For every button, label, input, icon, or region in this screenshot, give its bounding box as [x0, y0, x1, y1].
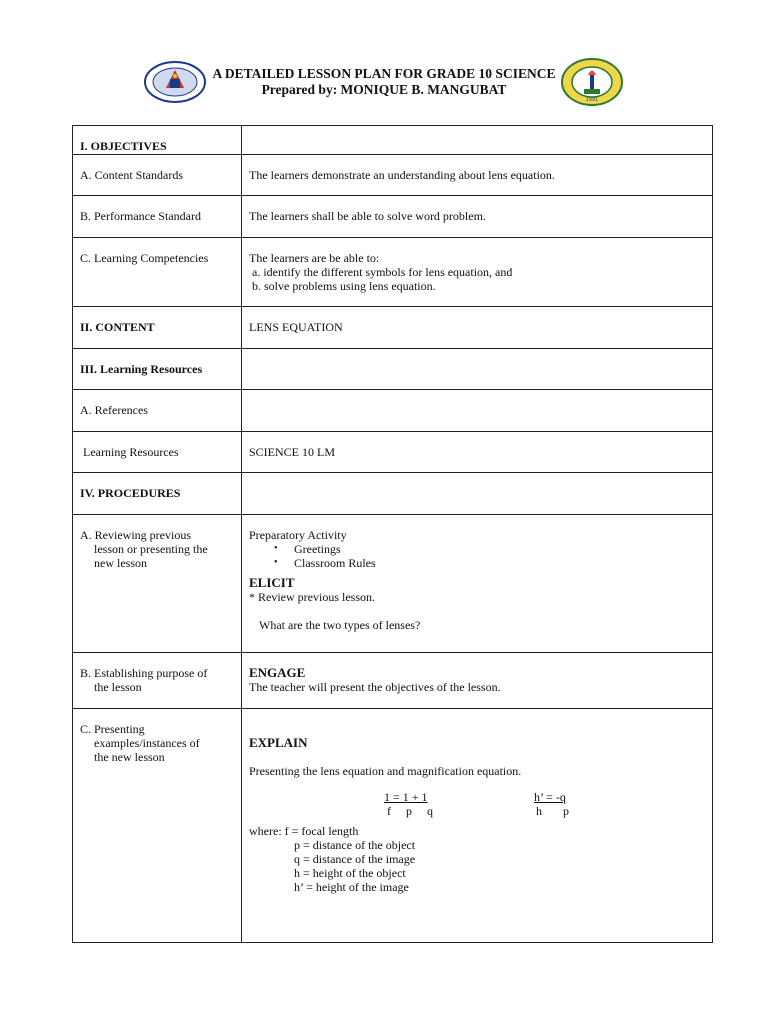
equations: [249, 790, 706, 820]
preparatory-activity: Preparatory Activity: [249, 528, 347, 542]
procedure-c-label: C. Presenting: [80, 722, 145, 736]
table-row: [73, 515, 713, 653]
definition-item: h’ = height of the image: [294, 880, 409, 894]
procedure-a-label-cont: new lesson: [94, 556, 147, 570]
competency-item: a. identify the different symbols for lens equation, and: [252, 265, 513, 279]
table-row: [73, 238, 713, 307]
learning-resources-label: Learning Resources: [83, 445, 179, 459]
competencies-intro: The learners are be able to:: [249, 251, 380, 265]
learning-competencies-label: C. Learning Competencies: [80, 251, 209, 265]
table-row: [73, 155, 713, 196]
seal-year: 1991: [585, 97, 599, 103]
table-row: [73, 653, 713, 709]
table-row: [73, 349, 713, 390]
where-label: where: f = focal length: [249, 824, 359, 838]
list-item: • Classroom Rules: [294, 556, 706, 570]
lens-equation-numerator: 1 = 1 + 1: [384, 790, 428, 804]
content-standards-value: The learners demonstrate an understanding about lens equation.: [249, 168, 555, 182]
learning-resources-value: SCIENCE 10 LM: [249, 445, 336, 459]
explain-text: Presenting the lens equation and magnification equation.: [249, 764, 522, 778]
competency-item: b. solve problems using lens equation.: [252, 279, 436, 293]
procedure-c-label-cont: the new lesson: [94, 750, 165, 764]
table-row: [73, 126, 713, 155]
prepared-by: Prepared by: MONIQUE B. MANGUBAT: [261, 82, 507, 97]
content-heading: II. CONTENT: [80, 320, 155, 334]
page-title: A DETAILED LESSON PLAN FOR GRADE 10 SCIENCE: [212, 66, 556, 81]
document-header: [0, 58, 768, 120]
explain-heading: EXPLAIN: [249, 735, 308, 750]
magnification-equation-numerator: h’ = -q: [534, 790, 566, 804]
procedure-a-label-cont: lesson or presenting the: [94, 542, 208, 556]
definition-item: q = distance of the image: [294, 852, 416, 866]
table-row: [73, 432, 713, 473]
magnification-equation-denominator: h p: [536, 804, 569, 818]
table-row: [73, 473, 713, 515]
procedure-c-label-cont: examples/instances of: [94, 736, 200, 750]
definition-item: h = height of the object: [294, 866, 406, 880]
definition-item: p = distance of the object: [294, 838, 416, 852]
table-row: [73, 709, 713, 943]
performance-standard-label: B. Performance Standard: [80, 209, 201, 223]
school-seal-icon: [561, 58, 623, 106]
lens-equation-denominator: f p q: [387, 804, 433, 818]
content-standards-label: A. Content Standards: [80, 168, 183, 182]
lesson-plan-table: [72, 125, 713, 943]
performance-standard-value: The learners shall be able to solve word problem.: [249, 209, 486, 223]
procedures-heading: IV. PROCEDURES: [80, 486, 181, 500]
engage-heading: ENGAGE: [249, 665, 306, 680]
elicit-question: What are the two types of lenses?: [259, 618, 421, 632]
references-label: A. References: [80, 403, 148, 417]
learning-resources-heading: III. Learning Resources: [80, 362, 203, 376]
procedure-a-label: A. Reviewing previous: [80, 528, 191, 542]
elicit-text: * Review previous lesson.: [249, 590, 375, 604]
engage-text: The teacher will present the objectives of the lesson.: [249, 680, 501, 694]
table-row: [73, 390, 713, 432]
list-item: • Greetings: [294, 542, 706, 556]
procedure-b-label-cont: the lesson: [94, 680, 142, 694]
content-value: LENS EQUATION: [249, 320, 343, 334]
activity-list: [249, 542, 706, 570]
table-row: [73, 196, 713, 238]
table-row: [73, 307, 713, 349]
elicit-heading: ELICIT: [249, 575, 295, 590]
procedure-b-label: B. Establishing purpose of: [80, 666, 208, 680]
objectives-heading: I. OBJECTIVES: [80, 139, 167, 153]
